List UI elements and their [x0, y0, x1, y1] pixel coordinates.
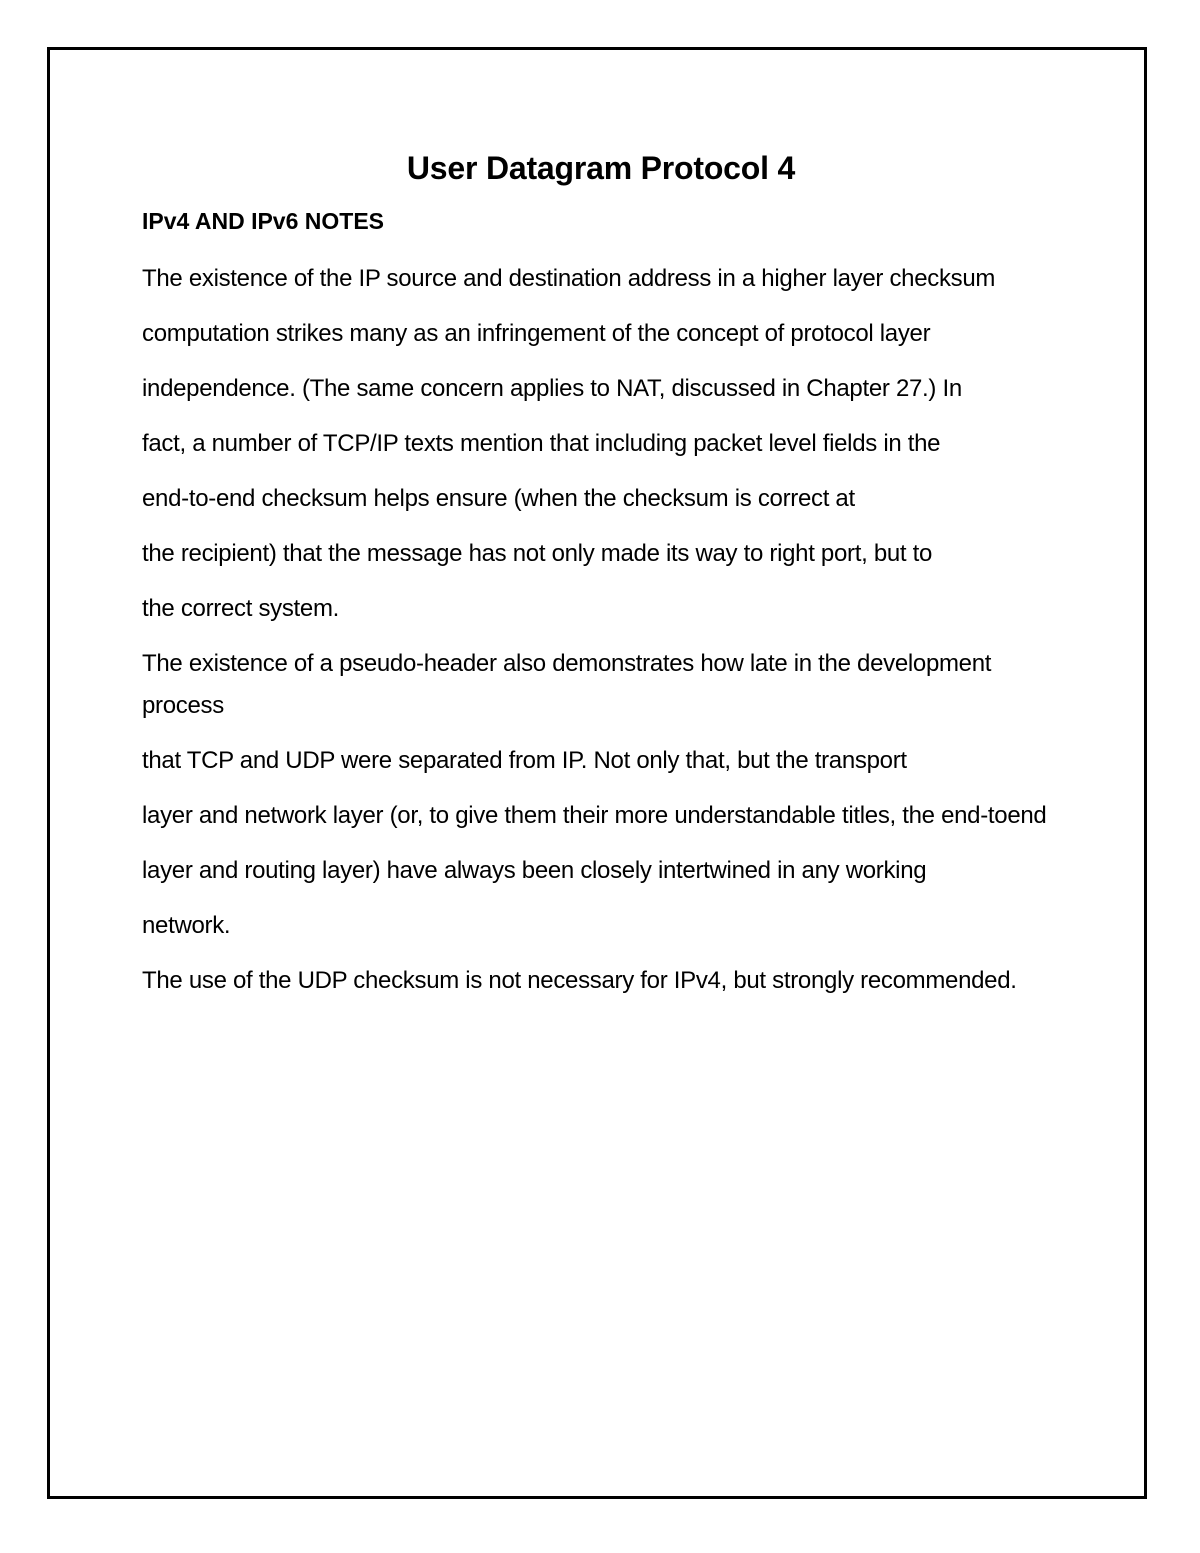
paragraph: that TCP and UDP were separated from IP. Not only that, but the transport	[142, 747, 907, 774]
paragraph: computation strikes many as an infringement of the concept of protocol layer	[142, 320, 931, 347]
paragraph: The existence of the IP source and destination address in a higher layer checksum	[142, 265, 996, 292]
document-title: User Datagram Protocol 4	[406, 150, 796, 186]
paragraph: network.	[142, 912, 231, 939]
section-heading: IPv4 AND IPv6 NOTES	[142, 208, 385, 234]
paragraph: the correct system.	[142, 595, 340, 622]
document-body	[142, 148, 1062, 1015]
paragraph: end-to-end checksum helps ensure (when the checksum is correct at	[142, 485, 855, 512]
paragraph: fact, a number of TCP/IP texts mention that including packet level fields in the	[142, 430, 941, 457]
paragraph: independence. (The same concern applies to NAT, discussed in Chapter 27.) In	[142, 375, 962, 402]
paragraph: the recipient) that the message has not only made its way to right port, but to	[142, 540, 933, 567]
paragraph: The existence of a pseudo-header also demonstrates how late in the development process	[142, 650, 992, 719]
paragraph: layer and routing layer) have always been closely intertwined in any working	[142, 857, 927, 884]
paragraph: layer and network layer (or, to give them their more understandable titles, the end-toend	[142, 802, 1047, 829]
paragraph: The use of the UDP checksum is not necessary for IPv4, but strongly recommended.	[142, 967, 1017, 994]
